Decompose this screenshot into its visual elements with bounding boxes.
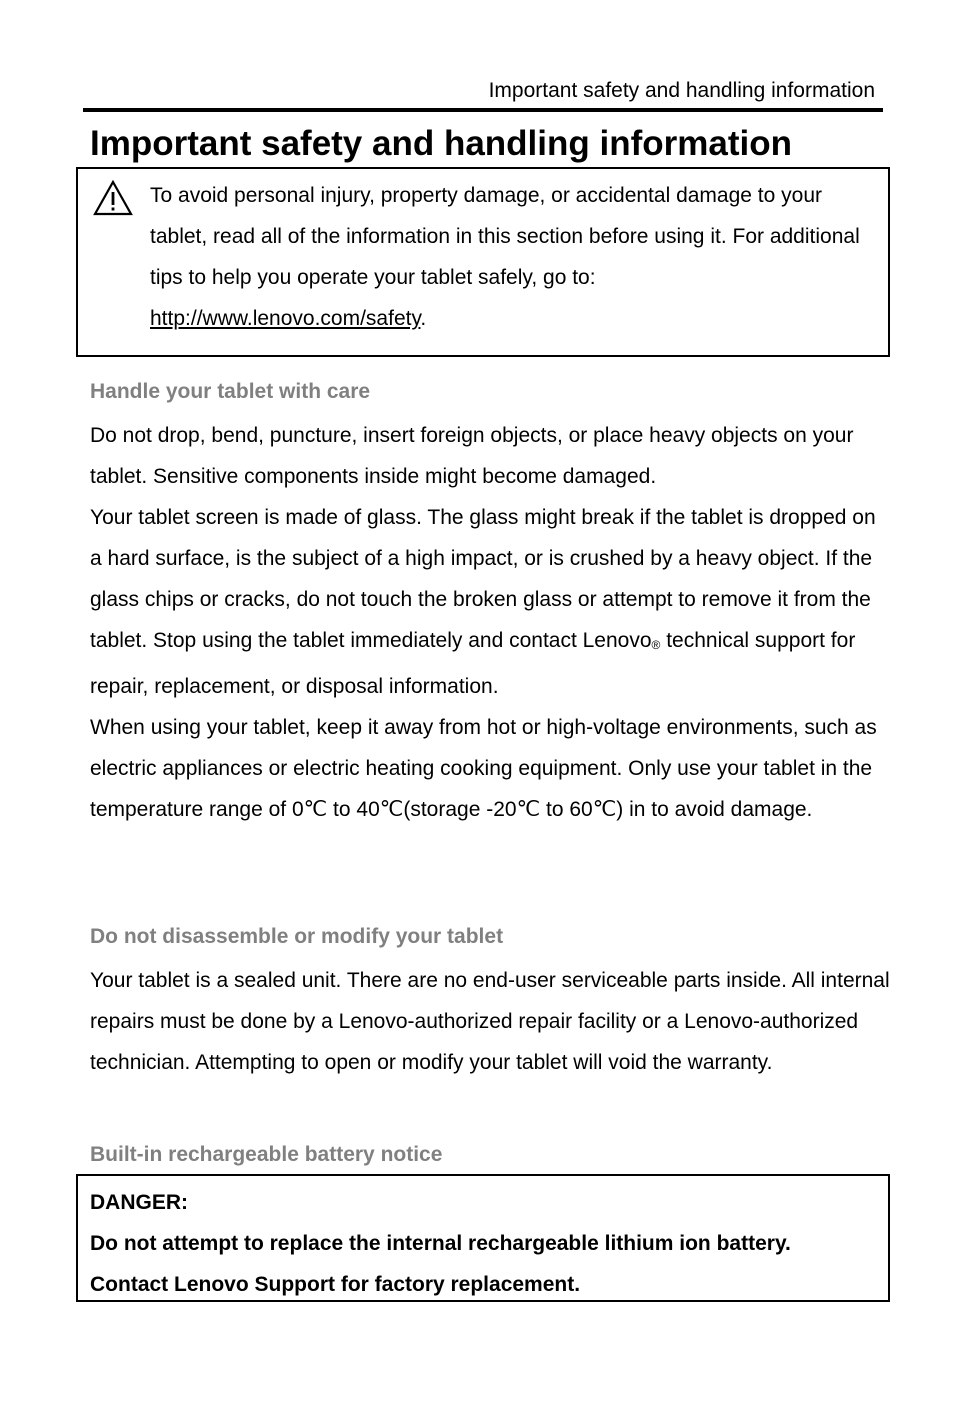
registered-mark: ® (651, 638, 661, 652)
notice-period: . (420, 307, 427, 330)
safety-notice-text (150, 175, 870, 339)
paragraph-text: technical support for repair, replacement, or disposal information. (90, 629, 856, 698)
paragraph (90, 497, 890, 707)
paragraph: When using your tablet, keep it away from hot or high-voltage environments, such as electric appliances or electric heating cooking equipment. Only use your tablet in the temperature range of 0℃ to 40℃(storage -20℃ to 60℃) in to avoid damage. (90, 716, 877, 821)
notice-text: To avoid personal injury, property damage, or accidental damage to your tablet, read all of the information in this section before using it. For additional tips to help you operate your tablet safely, go to: (150, 184, 860, 289)
section-heading-disassemble: Do not disassemble or modify your tablet (90, 925, 504, 948)
section-body-handle-with-care (90, 415, 890, 830)
danger-line: Do not attempt to replace the internal rechargeable lithium ion battery. (90, 1232, 791, 1255)
page-title: Important safety and handling information (90, 124, 792, 163)
warning-triangle-icon (92, 179, 134, 217)
paragraph-text: Your tablet screen is made of glass. The glass might break if the tablet is dropped on a hard surface, is the subject of a high impact, or is crushed by a heavy object. If the glass chips or cracks, do not touch the broken glass or attempt to remove it from the tablet. Stop using the tablet immediately and contact Lenovo (90, 506, 876, 652)
danger-label: DANGER: (90, 1191, 188, 1214)
danger-box (76, 1174, 890, 1302)
danger-line: Contact Lenovo Support for factory replacement. (90, 1273, 581, 1296)
safety-link[interactable]: http://www.lenovo.com/safety (150, 307, 421, 330)
safety-notice-box (76, 167, 890, 357)
danger-text (90, 1182, 880, 1305)
section-heading-handle-with-care: Handle your tablet with care (90, 380, 371, 403)
header-rule (83, 108, 883, 112)
section-body-disassemble (90, 960, 890, 1083)
paragraph: Your tablet is a sealed unit. There are no end-user serviceable parts inside. All internal repairs must be done by a Lenovo-authorized repair facility or a Lenovo-authorized technician. Attempting to open or modify your tablet will void the warranty. (90, 969, 890, 1074)
paragraph: Do not drop, bend, puncture, insert foreign objects, or place heavy objects on your tablet. Sensitive components inside might become damaged. (90, 424, 854, 488)
running-header: Important safety and handling information (488, 79, 875, 102)
section-heading-battery: Built-in rechargeable battery notice (90, 1143, 443, 1166)
